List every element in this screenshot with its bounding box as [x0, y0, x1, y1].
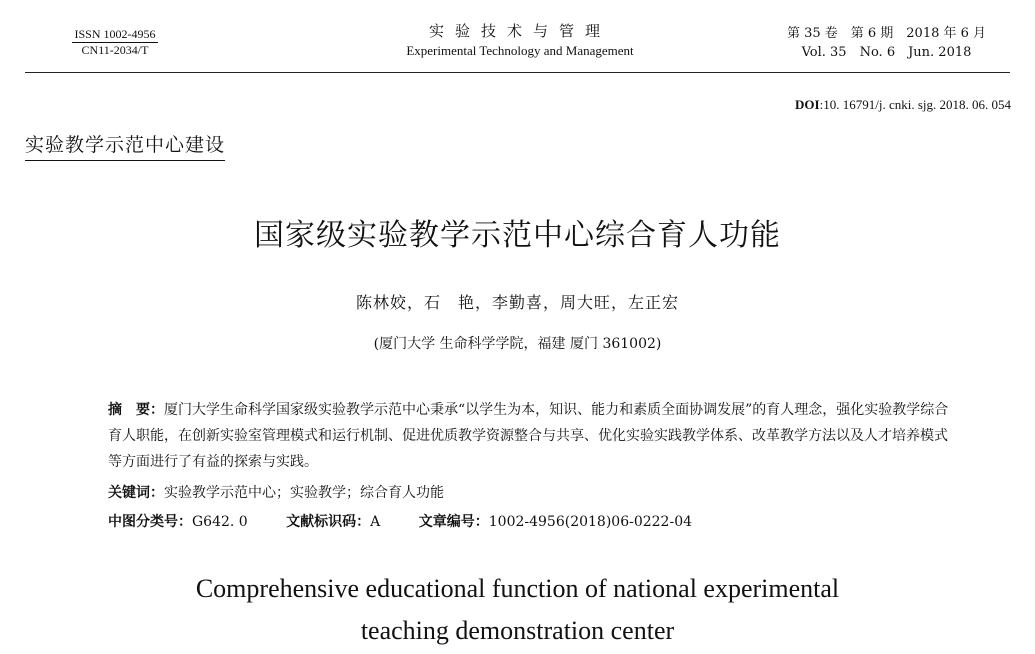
english-title-line1: Comprehensive educational function of national experimental	[195, 574, 840, 603]
header-rule	[25, 72, 1010, 73]
section-heading: 实验教学示范中心建设	[25, 130, 225, 161]
header-journal-block	[300, 20, 740, 60]
volume-en: Vol. 35 No. 6 Jun. 2018	[801, 45, 972, 60]
clc-label: 中图分类号：	[108, 514, 192, 530]
header-issn-block	[56, 27, 174, 58]
affiliation: (厦门大学 生命科学学院，福建 厦门 361002)	[373, 336, 662, 352]
classification-line	[108, 511, 968, 531]
issn: ISSN 1002-4956	[74, 27, 156, 41]
doc-label: 文献标识码：	[286, 514, 371, 530]
article-number	[419, 514, 692, 530]
clc-number	[108, 514, 248, 530]
doi-label: DOI	[795, 97, 820, 112]
abstract	[108, 397, 958, 475]
cn-number: CN11-2034/T	[81, 43, 149, 57]
abstract-label: 摘 要：	[108, 402, 164, 418]
clc-value: G642. 0	[192, 514, 248, 530]
volume-cn: 第 35 卷 第 6 期 2018 年 6 月	[786, 26, 987, 41]
journal-name-en: Experimental Technology and Management	[406, 43, 634, 58]
document-code	[286, 514, 380, 530]
journal-name-cn: 实验技术与管理	[428, 22, 611, 40]
header-volume-block	[764, 24, 1009, 62]
paper-title: 国家级实验教学示范中心综合育人功能	[254, 218, 781, 253]
english-title-line2: teaching demonstration center	[360, 616, 675, 645]
doi-value: :10. 16791/j. cnki. sjg. 2018. 06. 054	[819, 97, 1011, 112]
authors: 陈林姣，石 艳，李勤喜，周大旺，左正宏	[355, 293, 679, 312]
keywords-label: 关键词：	[108, 485, 164, 501]
abstract-text: 厦门大学生命科学国家级实验教学示范中心秉承“以学生为本，知识、能力和素质全面协调发展”的育人理念，强化实验教学综合育人职能，在创新实验室管理模式和运行机制、促进优质教学资源整合与共享、优化实验实践教学体系、改革教学方法以及人才培养模式等方面进行了有益的探索与实践。	[108, 402, 949, 470]
keywords-text: 实验教学示范中心；实验教学；综合育人功能	[164, 485, 444, 501]
english-title	[0, 568, 1035, 652]
doi	[795, 97, 1011, 113]
doc-value: A	[370, 514, 381, 530]
keywords	[108, 482, 444, 502]
art-label: 文章编号：	[418, 514, 489, 530]
art-value: 1002-4956(2018)06-0222-04	[488, 514, 693, 530]
